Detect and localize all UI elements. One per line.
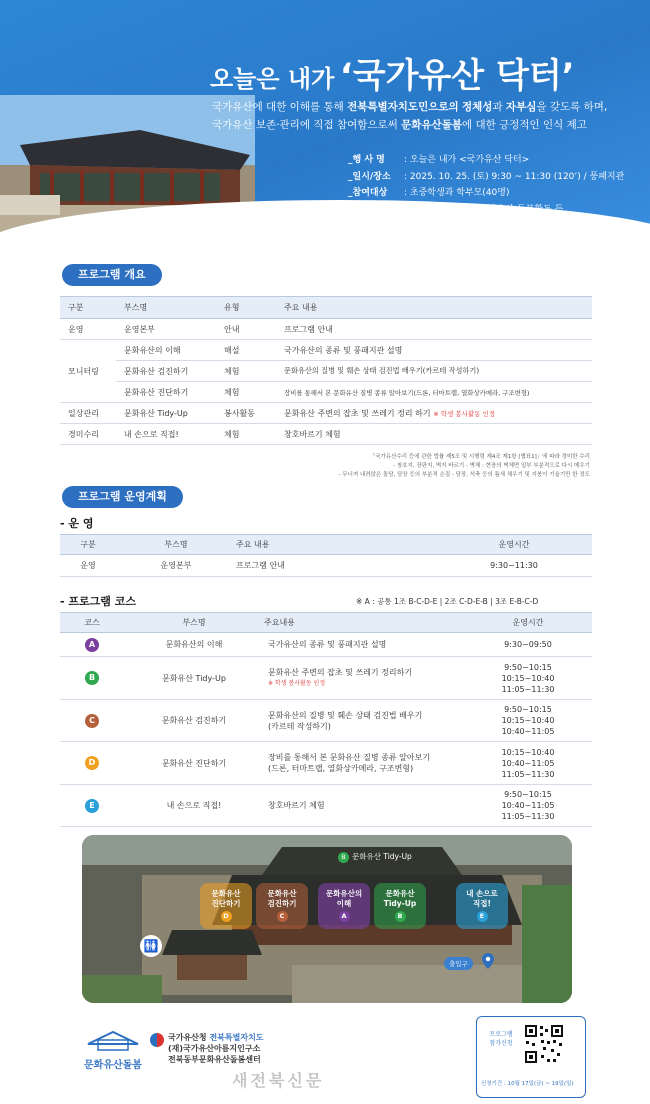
- title-main: ‘국가유산 닥터’: [339, 56, 575, 96]
- info-row: [348, 169, 624, 186]
- site-map: [82, 835, 572, 1003]
- cell: 체험: [216, 424, 276, 445]
- cell: [60, 785, 124, 827]
- cell: 문화유산의 질병 및 훼손 상태 검진법 배우기(카르테 작성하기): [276, 361, 592, 382]
- info-value: : 전북특별자치도/전북동부문화유산돌봄센터: [404, 221, 579, 231]
- col-header: 유형: [216, 297, 276, 319]
- cell: [276, 403, 592, 424]
- table-row: [60, 700, 592, 742]
- info-key: _내 용: [348, 204, 374, 215]
- national-emblem-icon: [150, 1033, 164, 1047]
- cell: 운영본부: [116, 319, 216, 340]
- hero-banner: [0, 0, 650, 248]
- newspaper-watermark: 새전북신문: [232, 1071, 325, 1090]
- cell: 창호바르기 체험: [276, 424, 592, 445]
- desc-bold: 자부심: [505, 101, 537, 113]
- cell: 국가유산의 종류 및 풍패지관 설명: [276, 340, 592, 361]
- org-name: 전북동부문화유산돌봄센터: [168, 1055, 261, 1064]
- page-title: [210, 48, 640, 97]
- table-row: [60, 340, 592, 361]
- cell-text: 장비를 통해서 본 문화유산 질병 종류 알아보기: [268, 753, 431, 762]
- desc-text: 과: [492, 101, 506, 113]
- subhead-course: - 프로그램 코스: [60, 595, 136, 608]
- cell: 문화유산의 이해: [124, 633, 264, 657]
- map-box-diagnose: [200, 883, 252, 929]
- map-top-text: 문화유산 Tidy-Up: [352, 852, 412, 861]
- cell: 해설: [216, 340, 276, 361]
- course-badge: D: [85, 756, 99, 770]
- table-header-row: [60, 535, 592, 555]
- section-pill-plan: 프로그램 운영계획: [62, 486, 183, 508]
- box-text: 내 손으로: [466, 889, 498, 898]
- time-slot: 11:05~11:30: [501, 684, 555, 694]
- info-row: [348, 218, 624, 235]
- box-text: 문화유산: [211, 889, 241, 898]
- box-badge: A: [339, 911, 350, 922]
- col-header: 주요 내용: [276, 297, 592, 319]
- col-header: 구분: [60, 297, 116, 319]
- cell-text: (드론, 터마트랩, 열화상카메라, 구조변형): [268, 764, 414, 773]
- cell: 9:30~11:30: [436, 555, 592, 577]
- info-value: : 2025. 10. 25. (토) 9:30 ~ 11:30 (120’) / 풍패지관: [404, 171, 625, 182]
- time-slot: 10:40~11:05: [501, 727, 555, 736]
- cell: [60, 633, 124, 657]
- table-header-row: [60, 297, 592, 319]
- cell: [264, 742, 464, 785]
- col-header: 운영시간: [464, 613, 592, 633]
- location-pin-icon: [482, 953, 494, 969]
- info-key: _행 사 명: [348, 155, 385, 165]
- org-name: (재)국가유산아름지인구소: [168, 1044, 261, 1053]
- cell: 봉사활동: [216, 403, 276, 424]
- legal-notes: [200, 453, 590, 480]
- info-key: _참여대상: [348, 188, 388, 198]
- cell: 내 손으로 직접!: [116, 424, 216, 445]
- box-badge: E: [477, 911, 488, 922]
- map-box-tidyup: [374, 883, 426, 929]
- desc-bold: 정체성: [462, 101, 493, 113]
- cell-text: 문화유산 주변의 잡초 및 쓰레기 정리 하기: [284, 408, 434, 418]
- info-value: : 초중학생과 학부모(40명): [404, 188, 510, 198]
- desc-text: 을 갖도록 하며,: [536, 101, 608, 113]
- cell: 프로그램 안내: [236, 555, 436, 577]
- map-top-label: [338, 852, 412, 863]
- table-row: [60, 403, 592, 424]
- course-legend: ※ A : 공통 1조 B-C-D-E | 2조 C-D-E-B | 3조 E-B-C-D: [356, 597, 539, 606]
- time-slot: 10:40~11:05: [501, 801, 555, 810]
- map-top-badge: B: [338, 852, 349, 863]
- qr-panel[interactable]: [476, 1016, 586, 1098]
- cell: 문화유산 Tidy-Up: [116, 403, 216, 424]
- box-text: 문화유산: [385, 889, 415, 898]
- course-badge: B: [85, 671, 99, 685]
- table-row: [60, 382, 592, 403]
- entrance-label: 출입구: [444, 957, 473, 970]
- col-header: 주요내용: [264, 613, 464, 633]
- cell: 문화유산 진단하기: [116, 382, 216, 403]
- table-row: [60, 361, 592, 382]
- desc-bold: 전북특별자치도민으로의: [347, 101, 459, 113]
- cell: 문화유산 검진하기: [116, 361, 216, 382]
- cell: 9:30~09:50: [464, 633, 592, 657]
- cell-text: 문화유산의 질병 및 훼손 상태 검진법 배우기: [268, 710, 423, 720]
- cell-text: 문화유산 주변의 잡초 및 쓰레기 정리하기: [268, 668, 413, 677]
- table-row: [60, 319, 592, 340]
- cell: 내 손으로 직접!: [124, 785, 264, 827]
- time-slot: 10:15~10:40: [501, 673, 555, 683]
- box-badge: B: [395, 911, 406, 922]
- time-slot: 9:50~10:15: [504, 705, 552, 714]
- heritage-care-logo: [84, 1030, 142, 1071]
- title-prefix: 오늘은 내가: [210, 65, 335, 93]
- info-value: : 오늘은 내가 <국가유산 닥터>: [404, 155, 530, 165]
- qr-title: 프로그램 참가신청: [489, 1031, 513, 1047]
- cell: 프로그램 안내: [276, 319, 592, 340]
- col-header: 부스명: [116, 297, 216, 319]
- cell: [264, 657, 464, 700]
- cell: 경미수리: [60, 424, 116, 445]
- table-row: [60, 657, 592, 700]
- cell: 문화유산 Tidy-Up: [124, 657, 264, 700]
- box-text: 검진하기: [267, 899, 297, 908]
- cell: [60, 657, 124, 700]
- box-text: 문화유산: [267, 889, 297, 898]
- cell-note: ※ 학생 봉사활동 인정: [433, 409, 496, 418]
- note-line: - 창호지, 장판지, 벽지 바르기 - 벽체 : 현장의 벽체면 일부 부분적으로 다시 메우기: [393, 463, 590, 469]
- cell: 문화유산의 이해: [116, 340, 216, 361]
- info-key: _일시/장소: [348, 171, 391, 182]
- box-text: 문화유산의: [325, 889, 363, 898]
- time-slot: 9:50~10:15: [504, 790, 552, 799]
- event-info: [348, 152, 624, 235]
- roof-logo-icon: [84, 1030, 142, 1052]
- col-header: 부스명: [116, 535, 236, 555]
- cell: 창호바르기 체험: [264, 785, 464, 827]
- col-header: 주요 내용: [236, 535, 436, 555]
- map-box-handson: [456, 883, 508, 929]
- operation-table: [60, 534, 592, 577]
- cell: [60, 700, 124, 742]
- course-badge: E: [85, 799, 99, 813]
- cell: [464, 700, 592, 742]
- desc-bold: 문화유산돌봄: [401, 119, 462, 131]
- note-line: - 무너져 내려앉은 돌담, 담장 등의 부분적 손질 - 담장, 석축 등의 틈새 채우기 및 지붕이 기울기만 한 정도: [338, 472, 590, 478]
- logo-text: 문화유산돌봄: [84, 1060, 142, 1071]
- cell-note: ※ 학생 봉사활동 인정: [268, 680, 326, 687]
- cell: 일상관리: [60, 403, 116, 424]
- hero-description: [212, 98, 642, 134]
- cell: 체험: [216, 361, 276, 382]
- cell: 국가유산의 종류 및 풍패지관 설명: [264, 633, 464, 657]
- map-box-checkup: [256, 883, 308, 929]
- table-row: [60, 424, 592, 445]
- box-text: Tidy-Up: [383, 899, 417, 908]
- overview-table: [60, 296, 592, 445]
- info-value: : 문화유산의 이해, 문화유산 돌봄활동 등: [404, 204, 564, 215]
- info-row: [348, 185, 624, 202]
- cell: [464, 785, 592, 827]
- table-row: [60, 633, 592, 657]
- cell: 운영: [60, 319, 116, 340]
- desc-text: 에 대한 긍정적인 인식 제고: [461, 119, 587, 131]
- cell: 문화유산 진단하기: [124, 742, 264, 785]
- org-name: 전북특별자치도: [209, 1033, 264, 1042]
- box-badge: D: [221, 911, 232, 922]
- restroom-icon: 🚻: [140, 935, 162, 957]
- cell: 운영: [60, 555, 116, 577]
- cell: 안내: [216, 319, 276, 340]
- cell: 모니터링: [60, 340, 116, 403]
- map-box-understanding: [318, 883, 370, 929]
- time-slot: 11:05~11:30: [501, 812, 555, 821]
- box-text: 이해: [336, 899, 352, 908]
- subhead-operation: - 운 영: [60, 517, 94, 530]
- organizer-list: [168, 1032, 264, 1065]
- time-slot: 10:15~10:40: [501, 747, 555, 757]
- table-header-row: [60, 613, 592, 633]
- info-row: [348, 202, 624, 219]
- cell: 장비를 통해서 본 문화유산 질병 종류 알아보기(드론, 터마트랩, 열화상카메라, 구조변형): [276, 382, 592, 403]
- desc-text: 국가유산 보존·관리에 직접 참여함으로써: [212, 119, 402, 131]
- cell-text: (카르테 작성하기): [268, 721, 331, 731]
- cell: 체험: [216, 382, 276, 403]
- box-badge: C: [277, 911, 288, 922]
- cell: [464, 657, 592, 700]
- info-key: _주최/주관: [348, 221, 391, 231]
- cell: 운영본부: [116, 555, 236, 577]
- note-line: 「국가유산수리 등에 관한 법률 제5조 및 시행령 제4조 제1항 [별표1]」에 따라 경미한 수리: [369, 454, 590, 460]
- org-name: 국가유산청: [168, 1033, 207, 1042]
- course-badge: C: [85, 714, 99, 728]
- table-row: [60, 742, 592, 785]
- time-slot: 10:40~11:05: [501, 758, 555, 768]
- cell: [60, 742, 124, 785]
- desc-text: 국가유산에 대한 이해를 통해: [212, 101, 348, 113]
- col-header: 운영시간: [436, 535, 592, 555]
- cell: [264, 700, 464, 742]
- section-pill-overview: 프로그램 개요: [62, 264, 162, 286]
- cell: [464, 742, 592, 785]
- cell: 문화유산 검진하기: [124, 700, 264, 742]
- info-row: [348, 152, 624, 169]
- col-header: 구분: [60, 535, 116, 555]
- time-slot: 9:50~10:15: [504, 662, 552, 672]
- box-text: 진단하기: [211, 899, 241, 908]
- time-slot: 11:05~11:30: [501, 769, 555, 779]
- table-row: [60, 555, 592, 577]
- time-slot: 10:15~10:40: [501, 716, 555, 725]
- table-row: [60, 785, 592, 827]
- course-badge: A: [85, 638, 99, 652]
- box-text: 직접!: [473, 899, 491, 908]
- qr-code-icon[interactable]: [523, 1023, 565, 1065]
- col-header: 코스: [60, 613, 124, 633]
- course-table: [60, 612, 592, 827]
- col-header: 부스명: [124, 613, 264, 633]
- qr-period: 신청기간 : 10월 17일(금) ~ 19일(일): [481, 1081, 574, 1087]
